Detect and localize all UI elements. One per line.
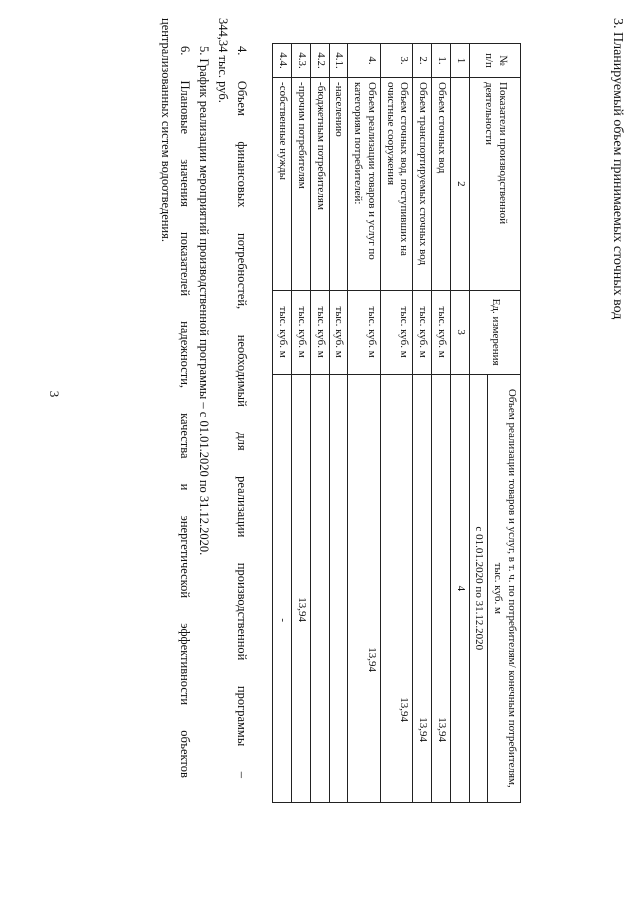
header-volume: Объем реализации товаров и услуг, в т. ч. по потребителям/ конечным потребителям, тыс. куб. м [488, 374, 521, 802]
row-unit: тыс. куб. м [273, 290, 292, 374]
note-5: 5. График реализации мероприятий производственной программы – с 01.01.2020 по 31.12.2020. [197, 46, 212, 556]
note-4-word: 4. [235, 46, 249, 56]
note-6-word: показателей [178, 232, 193, 297]
row-num: 4.4. [273, 44, 292, 78]
header-unit: Ед. измерения [469, 290, 520, 374]
note-6-word: объектов [178, 730, 193, 778]
table-row [348, 44, 381, 803]
section-title: 3. Планируемый объем принимаемых сточных вод [610, 18, 625, 320]
row-unit: тыс. куб. м [432, 290, 451, 374]
row-num: 4.3. [292, 44, 311, 78]
row-num: 3. [381, 44, 414, 78]
note-6-word: и [178, 483, 193, 491]
row-unit: тыс. куб. м [311, 290, 330, 374]
note-6-word: 6. [178, 46, 193, 56]
row-num: 2. [413, 44, 432, 78]
row-name: Объем реализации товаров и услуг по категориям потребителей: [348, 78, 381, 291]
row-value: 13,94 [381, 374, 414, 802]
note-4-word: программы [235, 685, 249, 747]
table-row [329, 44, 348, 803]
note-6-word: энергетической [178, 515, 193, 599]
colnum-4: 4 [451, 374, 470, 802]
row-value: 13,94 [292, 374, 311, 802]
note-6-word: надежности, [178, 321, 193, 389]
header-indicator: Показатели производственной деятельности [469, 78, 520, 291]
note-4-line-1 [233, 18, 250, 778]
row-num: 4. [348, 44, 381, 78]
table-row [432, 44, 451, 803]
row-name: -населению [329, 78, 348, 291]
row-value: 13,94 [348, 374, 381, 802]
note-6-line-1 [177, 18, 194, 778]
row-value: 13,94 [413, 374, 432, 802]
note-4-word: реализации [235, 476, 249, 538]
colnum-2: 2 [451, 78, 470, 291]
note-4-word: финансовых [235, 141, 249, 208]
note-4-word: Объем [235, 80, 249, 116]
row-num: 4.1. [329, 44, 348, 78]
row-unit: тыс. куб. м [329, 290, 348, 374]
note-4-line-2: 344,34 тыс. руб. [216, 18, 231, 103]
note-6-word: качества [178, 413, 193, 459]
note-4-word: производственной [235, 562, 249, 661]
colnum-1: 1 [451, 44, 470, 78]
volume-table [273, 43, 522, 803]
row-value [329, 374, 348, 802]
table-row [292, 44, 311, 803]
row-num: 4.2. [311, 44, 330, 78]
note-6-word: значения [178, 159, 193, 207]
table-row [413, 44, 432, 803]
note-6-line-2: централизованных систем водоотведения. [159, 18, 174, 242]
row-unit: тыс. куб. м [348, 290, 381, 374]
row-name: Объем транспортируемых сточных вод [413, 78, 432, 291]
row-value [311, 374, 330, 802]
page-number: 3 [47, 390, 62, 398]
header-period: с 01.01.2020 по 31.12.2020 [469, 374, 488, 802]
table-row [381, 44, 414, 803]
note-6-word: Плановые [178, 80, 193, 135]
note-6-word: эффективности [178, 623, 193, 706]
row-name: Объем сточных вод, поступивших на очистные сооружения [381, 78, 414, 291]
table-colnum-row [451, 44, 470, 803]
header-num: № п/п [469, 44, 520, 78]
row-unit: тыс. куб. м [413, 290, 432, 374]
note-4-word: для [235, 432, 249, 451]
note-4-word: необходимый [235, 334, 249, 407]
note-4-word: – [235, 771, 249, 778]
row-name: -собственные нужды [273, 78, 292, 291]
row-name: -прочим потребителям [292, 78, 311, 291]
table-header-row [488, 44, 521, 803]
row-value: - [273, 374, 292, 802]
row-name: -бюджетным потребителям [311, 78, 330, 291]
row-unit: тыс. куб. м [292, 290, 311, 374]
table-row [311, 44, 330, 803]
document-sheet [25, 18, 625, 888]
row-unit: тыс. куб. м [381, 290, 414, 374]
notes-block [156, 18, 250, 778]
table-row [273, 44, 292, 803]
colnum-3: 3 [451, 290, 470, 374]
row-name: Объем сточных вод [432, 78, 451, 291]
note-4-word: потребностей, [235, 233, 249, 310]
row-num: 1. [432, 44, 451, 78]
row-value: 13,94 [432, 374, 451, 802]
